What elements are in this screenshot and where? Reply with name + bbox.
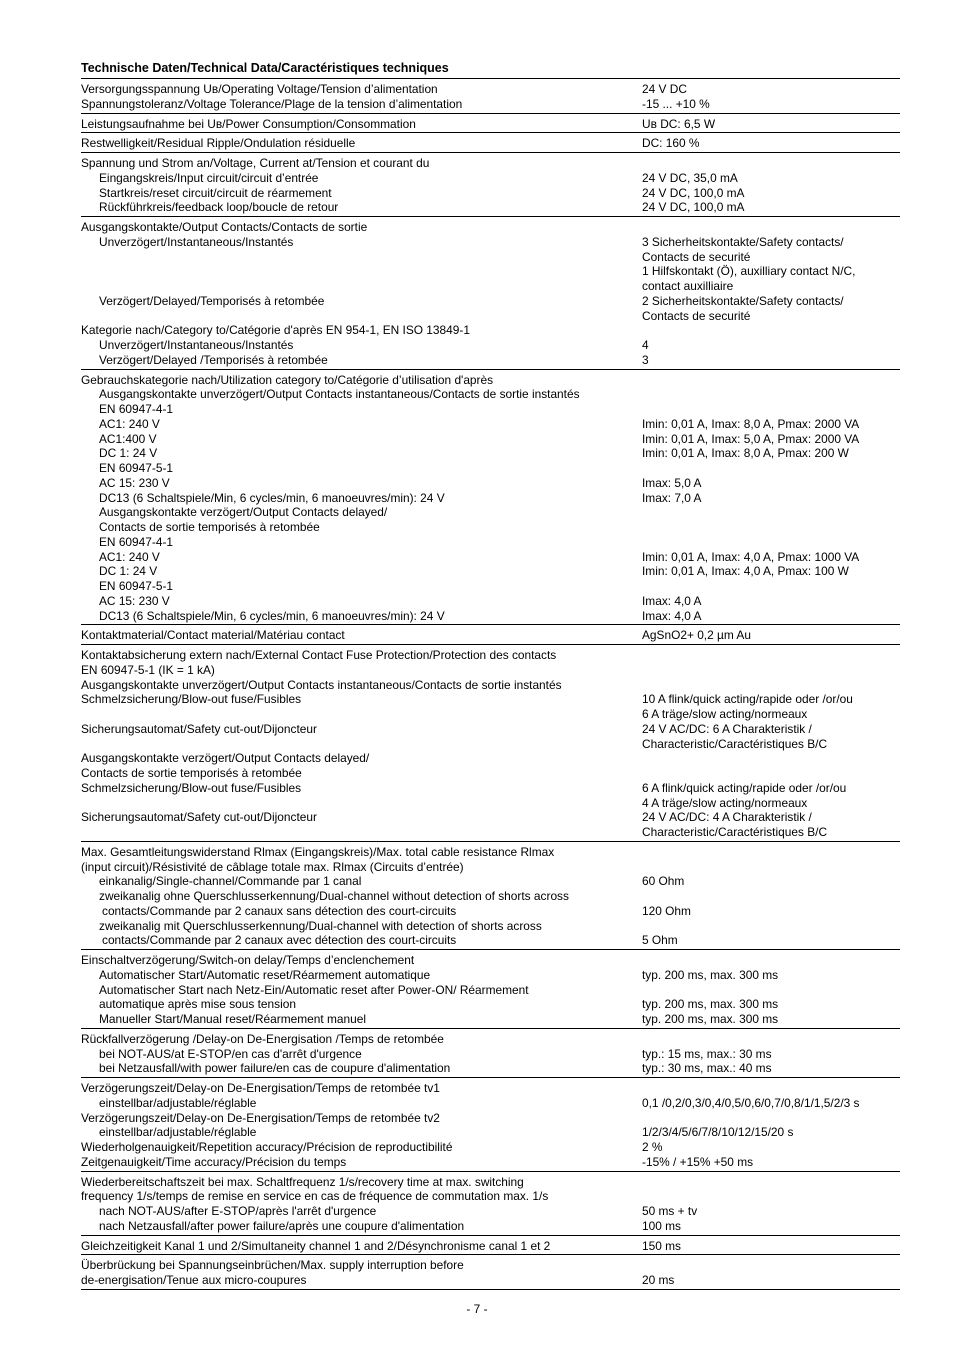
spec-row	[81, 550, 900, 565]
spec-label: EN 60947-5-1	[99, 579, 174, 593]
spec-value: 120 Ohm	[642, 903, 691, 918]
spec-label: AC1: 240 V	[99, 549, 160, 564]
spec-label: Wiederbereitschaftszeit bei max. Schaltfrequenz 1/s/recovery time at max. switching	[81, 1174, 524, 1189]
spec-row	[81, 648, 900, 663]
spec-value: 150 ms	[642, 1238, 681, 1253]
spec-label: Einschaltverzögerung/Switch-on delay/Temps d’enclenchement	[81, 953, 415, 967]
spec-row	[81, 579, 900, 594]
spec-row	[81, 692, 900, 707]
technical-data-table	[81, 78, 900, 1290]
spec-value: typ. 200 ms, max. 300 ms	[642, 1012, 779, 1026]
spec-value: DC: 160 %	[642, 136, 700, 151]
spec-value	[642, 1111, 900, 1126]
spec-label: Versorgungsspannung Uʙ/Operating Voltage/Tension d’alimentation	[81, 82, 438, 96]
spec-label: frequency 1/s/temps de remise en service en cas de fréquence de commutation max. 1/s	[81, 1189, 549, 1204]
spec-value	[642, 323, 900, 338]
spec-row	[81, 766, 900, 781]
spec-row	[81, 294, 900, 309]
spec-value	[642, 983, 900, 998]
spec-row	[81, 825, 900, 840]
spec-section	[81, 369, 900, 625]
spec-row	[81, 264, 900, 279]
spec-label: einkanalig/Single-channel/Commande par 1 canal	[99, 874, 362, 889]
spec-value: 5 Ohm	[642, 933, 678, 948]
spec-label: Schmelzsicherung/Blow-out fuse/Fusibles	[81, 780, 302, 795]
spec-label: Verzögert/Delayed/Temporisés à retombée	[99, 293, 325, 308]
spec-section	[81, 113, 900, 133]
spec-section	[81, 1171, 900, 1235]
spec-row	[81, 1012, 900, 1027]
spec-label: Leistungsaufnahme bei Uʙ/Power Consumption/Consommation	[81, 116, 416, 131]
spec-label: DC13 (6 Schaltspiele/Min, 6 cycles/min, 6 manoeuvres/min): 24 V	[99, 490, 445, 505]
spec-label: Automatischer Start/Automatic reset/Réarmement automatique	[99, 967, 431, 982]
spec-value: contact auxilliaire	[642, 279, 734, 293]
spec-row	[81, 919, 900, 934]
spec-value: typ.: 30 ms, max.: 40 ms	[642, 1061, 772, 1076]
spec-value	[642, 953, 900, 968]
spec-row	[81, 535, 900, 550]
spec-section	[81, 624, 900, 644]
spec-label: bei NOT-AUS/at E-STOP/en cas d'arrêt d'urgence	[99, 1046, 362, 1061]
spec-label: EN 60947-5-1 (IK = 1 kA)	[81, 662, 215, 677]
spec-label: Sicherungsautomat/Safety cut-out/Dijoncteur	[81, 810, 317, 825]
spec-label: EN 60947-4-1	[99, 402, 174, 416]
spec-section	[81, 132, 900, 152]
spec-row	[81, 220, 900, 235]
spec-value: 60 Ohm	[642, 874, 685, 889]
spec-row	[81, 796, 900, 811]
spec-label: Überbrückung bei Spannungseinbrüchen/Max. supply interruption before	[81, 1258, 464, 1273]
spec-value: Characteristic/Caractéristiques B/C	[642, 736, 828, 751]
spec-section	[81, 78, 900, 113]
spec-value	[642, 220, 900, 235]
spec-row	[81, 860, 900, 875]
spec-row	[81, 353, 900, 368]
spec-value: AgSnO2+ 0,2 µm Au	[642, 628, 751, 643]
spec-row	[81, 1258, 900, 1273]
spec-value	[642, 751, 900, 766]
spec-label: Ausgangskontakte verzögert/Output Contacts delayed/	[99, 505, 388, 520]
spec-label	[81, 264, 642, 279]
spec-value	[642, 678, 900, 693]
spec-value	[642, 156, 900, 171]
spec-row	[81, 1047, 900, 1062]
spec-value: Imin: 0,01 A, Imax: 8,0 A, Pmax: 2000 VA	[642, 416, 860, 431]
spec-row	[81, 663, 900, 678]
spec-row	[81, 186, 900, 201]
spec-label: Automatischer Start nach Netz-Ein/Automatic reset after Power-ON/ Réarmement	[99, 982, 529, 997]
page-title: Technische Daten/Technical Data/Caractéristiques techniques	[81, 61, 449, 75]
spec-value: Imax: 7,0 A	[642, 490, 702, 505]
spec-value: 10 A flink/quick acting/rapide oder /or/ou	[642, 692, 853, 707]
spec-row	[81, 983, 900, 998]
spec-row	[81, 594, 900, 609]
spec-label	[81, 825, 642, 840]
spec-label: AC 15: 230 V	[99, 593, 170, 608]
spec-value: 6 A flink/quick acting/rapide oder /or/ou	[642, 780, 847, 795]
spec-row	[81, 751, 900, 766]
spec-row	[81, 997, 900, 1012]
spec-row	[81, 781, 900, 796]
spec-row	[81, 520, 900, 535]
spec-row	[81, 1032, 900, 1047]
spec-label: Unverzögert/Instantaneous/Instantés	[99, 234, 294, 249]
spec-row	[81, 505, 900, 520]
spec-label: AC1:400 V	[99, 431, 157, 446]
spec-value: Imin: 0,01 A, Imax: 8,0 A, Pmax: 200 W	[642, 446, 849, 461]
spec-row	[81, 609, 900, 624]
spec-label: Manueller Start/Manual reset/Réarmement manuel	[99, 1012, 366, 1026]
spec-value	[642, 505, 900, 520]
spec-label: Kontaktmaterial/Contact material/Matériau contact	[81, 628, 345, 643]
spec-row	[81, 387, 900, 402]
spec-section	[81, 1077, 900, 1171]
spec-value: typ.: 15 ms, max.: 30 ms	[642, 1046, 772, 1061]
spec-value	[642, 889, 900, 904]
spec-value	[642, 373, 900, 388]
spec-label: DC 1: 24 V	[99, 564, 158, 579]
spec-value	[642, 1189, 900, 1204]
spec-value: 3	[642, 352, 649, 367]
spec-label: (input circuit)/Résistivité de câblage totale max. Rlmax (Circuits d’entrée)	[81, 859, 464, 874]
spec-value: 24 V AC/DC: 6 A Charakteristik /	[642, 721, 812, 736]
spec-label: Sicherungsautomat/Safety cut-out/Dijoncteur	[81, 721, 317, 736]
spec-row	[81, 722, 900, 737]
spec-row	[81, 953, 900, 968]
spec-label: Zeitgenauigkeit/Time accuracy/Précision du temps	[81, 1154, 347, 1169]
spec-label: Verzögerungszeit/Delay-on De-Energisation/Temps de retombée tv2	[81, 1110, 440, 1125]
spec-label: Rückführkreis/feedback loop/boucle de retour	[99, 200, 339, 215]
spec-label: Ausgangskontakte unverzögert/Output Contacts instantaneous/Contacts de sortie instantés	[99, 387, 580, 402]
spec-value: 24 V DC, 35,0 mA	[642, 170, 738, 185]
spec-value: 4 A träge/slow acting/normeaux	[642, 795, 808, 810]
spec-row	[81, 491, 900, 506]
spec-value	[642, 663, 900, 678]
spec-label: Unverzögert/Instantaneous/Instantés	[99, 338, 294, 352]
spec-row	[81, 1189, 900, 1204]
spec-row	[81, 1061, 900, 1076]
spec-value: 24 V AC/DC: 4 A Charakteristik /	[642, 810, 812, 825]
spec-row	[81, 904, 900, 919]
spec-value: 2 Sicherheitskontakte/Safety contacts/	[642, 293, 844, 308]
spec-row	[81, 1096, 900, 1111]
spec-value: Imax: 5,0 A	[642, 475, 702, 490]
spec-value: -15 ... +10 %	[642, 96, 710, 111]
spec-label: nach Netzausfall/after power failure/après une coupure d'alimentation	[99, 1218, 465, 1233]
spec-label: contacts/Commande par 2 canaux avec détection des court-circuits	[102, 933, 457, 948]
spec-value: 1/2/3/4/5/6/7/8/10/12/15/20 s	[642, 1125, 794, 1140]
spec-row	[81, 1111, 900, 1126]
spec-value	[642, 1032, 900, 1047]
spec-value: 24 V DC, 100,0 mA	[642, 200, 745, 215]
spec-value	[642, 387, 900, 402]
spec-value: 0,1 /0,2/0,3/0,4/0,5/0,6/0,7/0,8/1/1,5/2/3 s	[642, 1095, 860, 1110]
spec-row	[81, 402, 900, 417]
spec-label: Contacts de sortie temporisés à retombée	[99, 520, 320, 534]
spec-section	[81, 216, 900, 369]
spec-value	[642, 579, 900, 594]
spec-row	[81, 933, 900, 948]
spec-section	[81, 152, 900, 216]
spec-row	[81, 874, 900, 889]
spec-row	[81, 810, 900, 825]
spec-label: Wiederholgenauigkeit/Repetition accuracy/Précision de reproductibilité	[81, 1140, 453, 1154]
spec-value	[642, 766, 900, 781]
spec-value: 50 ms + tv	[642, 1204, 698, 1218]
spec-section	[81, 644, 900, 841]
spec-label: Gleichzeitigkeit Kanal 1 und 2/Simultaneity channel 1 and 2/Désynchronisme canal 1 et 2	[81, 1238, 551, 1253]
spec-row	[81, 678, 900, 693]
spec-value: 6 A träge/slow acting/normeaux	[642, 707, 808, 721]
spec-value: Characteristic/Caractéristiques B/C	[642, 825, 828, 839]
spec-value: 1 Hilfskontakt (Ö), auxilliary contact N/C,	[642, 264, 856, 279]
spec-row	[81, 156, 900, 171]
spec-label: automatique après mise sous tension	[99, 997, 296, 1012]
spec-row	[81, 446, 900, 461]
spec-label: Verzögerungszeit/Delay-on De-Energisation/Temps de retombée tv1	[81, 1081, 440, 1095]
spec-label	[81, 279, 642, 294]
spec-value: 24 V DC	[642, 82, 687, 96]
spec-label: EN 60947-4-1	[99, 534, 174, 549]
spec-label: Verzögert/Delayed /Temporisés à retombée	[99, 352, 328, 367]
spec-row	[81, 1140, 900, 1155]
spec-row	[81, 845, 900, 860]
spec-value: Imax: 4,0 A	[642, 593, 702, 608]
spec-label: Ausgangskontakte verzögert/Output Contacts delayed/	[81, 751, 370, 766]
spec-row	[81, 707, 900, 722]
spec-label: zweikanalig ohne Querschlusserkennung/Dual-channel without detection of shorts across	[99, 889, 569, 903]
spec-section	[81, 841, 900, 949]
spec-row	[81, 737, 900, 752]
spec-label: DC13 (6 Schaltspiele/Min, 6 cycles/min, 6 manoeuvres/min): 24 V	[99, 608, 445, 623]
spec-value: 100 ms	[642, 1218, 681, 1233]
spec-row	[81, 1239, 900, 1254]
spec-label: contacts/Commande par 2 canaux sans détection des court-circuits	[102, 903, 457, 918]
spec-value	[642, 402, 900, 417]
spec-row	[81, 476, 900, 491]
spec-row	[81, 417, 900, 432]
spec-row	[81, 1081, 900, 1096]
spec-value: 4	[642, 338, 649, 352]
spec-label: Rückfallverzögerung /Delay-on De-Energisation /Temps de retombée	[81, 1031, 444, 1046]
spec-section	[81, 1254, 900, 1290]
spec-label	[81, 309, 642, 324]
spec-label: Schmelzsicherung/Blow-out fuse/Fusibles	[81, 692, 302, 707]
spec-label: DC 1: 24 V	[99, 446, 158, 461]
spec-label: AC1: 240 V	[99, 416, 160, 431]
spec-value: Contacts de securité	[642, 249, 751, 264]
spec-row	[81, 171, 900, 186]
spec-label: Ausgangskontakte unverzögert/Output Contacts instantaneous/Contacts de sortie instantés	[81, 677, 562, 692]
spec-row	[81, 235, 900, 250]
spec-label: zweikanalig mit Querschlusserkennung/Dual-channel with detection of shorts across	[99, 918, 542, 933]
spec-label: Eingangskreis/Input circuit/circuit d’entrée	[99, 170, 319, 185]
spec-value: Imin: 0,01 A, Imax: 5,0 A, Pmax: 2000 VA	[642, 431, 860, 446]
spec-row	[81, 309, 900, 324]
spec-label	[81, 250, 642, 265]
spec-row	[81, 200, 900, 215]
spec-label: AC 15: 230 V	[99, 475, 170, 490]
spec-label	[81, 707, 642, 722]
spec-row	[81, 97, 900, 112]
spec-row	[81, 1175, 900, 1190]
spec-row	[81, 628, 900, 643]
spec-value: -15% / +15% +50 ms	[642, 1154, 754, 1169]
spec-label: Spannung und Strom an/Voltage, Current at/Tension et courant du	[81, 156, 430, 170]
spec-value: 2 %	[642, 1140, 663, 1154]
spec-value: Imin: 0,01 A, Imax: 4,0 A, Pmax: 100 W	[642, 564, 849, 579]
page-number: - 7 -	[466, 1302, 488, 1316]
spec-row	[81, 968, 900, 983]
spec-label: einstellbar/adjustable/réglable	[99, 1095, 257, 1110]
spec-value	[642, 1081, 900, 1096]
spec-value	[642, 860, 900, 875]
spec-row	[81, 1125, 900, 1140]
spec-value: Uʙ DC: 6,5 W	[642, 116, 716, 131]
spec-label: nach NOT-AUS/after E-STOP/après l'arrêt d'urgence	[99, 1204, 377, 1218]
spec-label: Max. Gesamtleitungswiderstand Rlmax (Eingangskreis)/Max. total cable resistance Rlmax	[81, 844, 555, 859]
spec-label: de-energisation/Tenue aux micro-coupures	[81, 1273, 307, 1287]
spec-value: typ. 200 ms, max. 300 ms	[642, 967, 779, 982]
spec-value	[642, 461, 900, 476]
spec-value	[642, 535, 900, 550]
spec-row	[81, 1273, 900, 1288]
spec-label: EN 60947-5-1	[99, 461, 174, 475]
spec-label: Ausgangskontakte/Output Contacts/Contacts de sortie	[81, 220, 368, 234]
spec-value	[642, 845, 900, 860]
spec-row	[81, 461, 900, 476]
spec-label: Restwelligkeit/Residual Ripple/Ondulation résiduelle	[81, 136, 356, 151]
spec-value: Contacts de securité	[642, 308, 751, 323]
spec-section	[81, 949, 900, 1028]
spec-row	[81, 323, 900, 338]
spec-label: Spannungstoleranz/Voltage Tolerance/Plage de la tension d’alimentation	[81, 96, 463, 111]
spec-row	[81, 1204, 900, 1219]
spec-label	[81, 737, 642, 752]
spec-row	[81, 1155, 900, 1170]
spec-row	[81, 338, 900, 353]
spec-row	[81, 117, 900, 132]
spec-row	[81, 432, 900, 447]
spec-value	[642, 648, 900, 663]
spec-value: typ. 200 ms, max. 300 ms	[642, 997, 779, 1012]
spec-row	[81, 889, 900, 904]
spec-row	[81, 564, 900, 579]
spec-value	[642, 520, 900, 535]
spec-row	[81, 279, 900, 294]
spec-row	[81, 250, 900, 265]
spec-row	[81, 1219, 900, 1234]
spec-label: Startkreis/reset circuit/circuit de réarmement	[99, 185, 332, 200]
spec-value: 24 V DC, 100,0 mA	[642, 185, 745, 200]
spec-value	[642, 1175, 900, 1190]
spec-label: Contacts de sortie temporisés à retombée	[81, 766, 302, 780]
spec-section	[81, 1235, 900, 1255]
spec-label: bei Netzausfall/with power failure/en cas de coupure d'alimentation	[99, 1061, 451, 1076]
spec-value: Imax: 4,0 A	[642, 608, 702, 623]
spec-row	[81, 136, 900, 151]
spec-label: Kategorie nach/Category to/Catégorie d'après EN 954-1, EN ISO 13849-1	[81, 323, 470, 338]
spec-value: 3 Sicherheitskontakte/Safety contacts/	[642, 234, 844, 249]
spec-label: Kontaktabsicherung extern nach/External Contact Fuse Protection/Protection des contacts	[81, 648, 557, 662]
spec-value	[642, 919, 900, 934]
spec-label: Gebrauchskategorie nach/Utilization category to/Catégorie d’utilisation d'après	[81, 372, 494, 387]
spec-row	[81, 82, 900, 97]
spec-value	[642, 1258, 900, 1273]
spec-label	[81, 796, 642, 811]
spec-value: 20 ms	[642, 1273, 675, 1287]
spec-row	[81, 373, 900, 388]
spec-label: einstellbar/adjustable/réglable	[99, 1125, 257, 1140]
spec-section	[81, 1028, 900, 1077]
spec-value: Imin: 0,01 A, Imax: 4,0 A, Pmax: 1000 VA	[642, 549, 860, 564]
